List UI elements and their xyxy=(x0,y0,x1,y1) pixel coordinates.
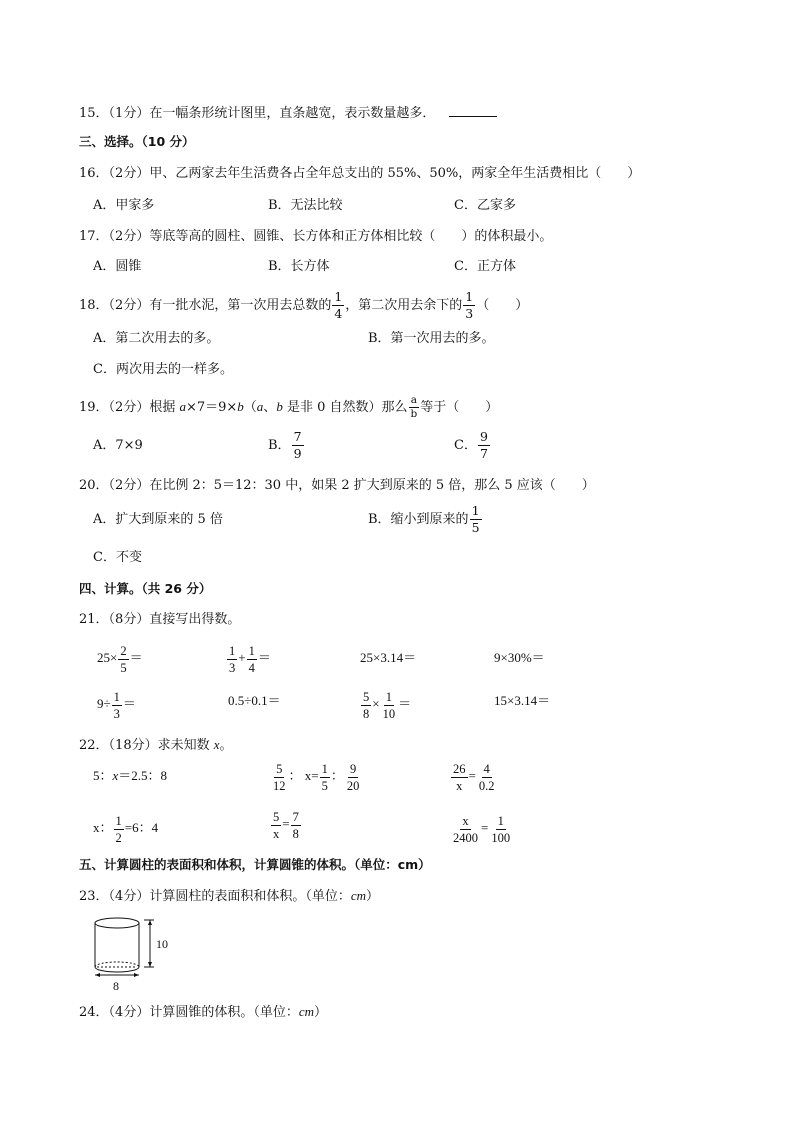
q18-option-a[interactable]: A．第二次用去的多。 xyxy=(93,331,220,346)
section-4-title: 四、计算。（共 26 分） xyxy=(79,581,212,596)
q17-option-b[interactable]: B．长方体 xyxy=(268,259,330,274)
fraction: $\frac{5}{12}$ xyxy=(273,761,286,793)
q16-option-b[interactable]: B．无法比较 xyxy=(268,198,343,213)
q18-option-c[interactable]: C．两次用去的一样多。 xyxy=(93,362,233,377)
calc-item: $\frac{5}{8}$ × $\frac{1}{10}$ ＝ xyxy=(363,689,412,721)
fraction: $\frac{1}{4}$ xyxy=(248,643,255,675)
calc-item: 0.5÷0.1＝ xyxy=(228,693,281,708)
q19-option-b[interactable]: B． $\frac{7}{9}$ xyxy=(268,429,302,461)
fraction: $\frac{9}{7}$ xyxy=(479,429,488,461)
q20-option-c[interactable]: C．不变 xyxy=(93,550,142,565)
fraction: $\frac{2}{5}$ xyxy=(120,643,127,675)
answer-blank[interactable] xyxy=(449,104,497,117)
question-18: 18．（2分）有一批水泥，第一次用去总数的 $\frac{1}{4}$ ，第二次用去余下的 $\frac{1}{3}$ （ ） xyxy=(79,289,529,321)
calc-item: 9×30%＝ xyxy=(494,650,545,665)
fraction: $\frac{a}{b}$ xyxy=(410,394,418,420)
q16-option-c[interactable]: C．乙家多 xyxy=(454,198,516,213)
section-3-title: 三、选择。（10 分） xyxy=(79,134,195,149)
question-17: 17．（2分）等底等高的圆柱、圆锥、长方体和正方体相比较（ ）的体积最小。 xyxy=(79,229,553,244)
equation: $\frac{x}{2400}$ = $\frac{1}{100}$ xyxy=(453,813,511,845)
q17-option-a[interactable]: A．圆锥 xyxy=(93,259,142,274)
fraction: $\frac{9}{20}$ xyxy=(346,761,360,793)
calc-item: 9÷ $\frac{1}{3}$ ＝ xyxy=(97,689,136,721)
calc-item: 15×3.14＝ xyxy=(494,693,551,708)
q16-option-a[interactable]: A．甲家多 xyxy=(93,198,155,213)
calc-item: 25× $\frac{2}{5}$ ＝ xyxy=(97,643,143,675)
fraction: $\frac{1}{100}$ xyxy=(491,813,511,845)
fraction: $\frac{1}{10}$ xyxy=(382,689,396,721)
fraction: $\frac{1}{2}$ xyxy=(115,813,122,845)
question-20: 20．（2分）在比例 2：5＝12：30 中，如果 2 扩大到原来的 5 倍，那么 5 应该（ ） xyxy=(79,478,595,493)
fraction: $\frac{1}{3}$ xyxy=(113,689,120,721)
fraction: $\frac{1}{3}$ xyxy=(229,643,236,675)
question-16: 16．（2分）甲、乙两家去年生活费各占全年总支出的 55%、50%，两家全年生活费相比（ ） xyxy=(79,166,641,181)
fraction: $\frac{1}{5}$ xyxy=(471,503,480,535)
section-5-title: 五、计算圆柱的表面积和体积，计算圆锥的体积。（单位：cm） xyxy=(79,857,431,872)
question-23: 23．（4分）计算圆柱的表面积和体积。（单位：cm） xyxy=(79,888,380,904)
q19-option-c[interactable]: C． $\frac{9}{7}$ xyxy=(454,429,488,461)
calc-item: $\frac{1}{3}$ + $\frac{1}{4}$ ＝ xyxy=(229,643,271,675)
fraction: $\frac{1}{4}$ xyxy=(334,289,343,321)
equation: $\frac{26}{x}$ = $\frac{4}{0.2}$ xyxy=(453,761,495,793)
fraction: $\frac{7}{8}$ xyxy=(292,809,299,841)
fraction: $\frac{7}{9}$ xyxy=(293,429,302,461)
question-19: 19．（2分）根据 a×7＝9×b（a、b 是非 0 自然数）那么 $\frac{a}{b}$ 等于（ ） xyxy=(79,394,499,420)
diameter-label: 8 xyxy=(113,979,119,993)
equation: $\frac{5}{12}$ ： x= $\frac{1}{5}$ ： $\frac{9}{20}$ xyxy=(273,761,360,793)
q20-option-b[interactable]: B．缩小到原来的 $\frac{1}{5}$ xyxy=(368,503,480,535)
equation: x： $\frac{1}{2}$ =6：4 xyxy=(93,813,159,845)
fraction: $\frac{1}{3}$ xyxy=(465,289,474,321)
equation: $\frac{5}{x}$ = $\frac{7}{8}$ xyxy=(273,809,299,841)
question-21: 21．（8分）直接写出得数。 xyxy=(79,612,241,627)
q20-option-a[interactable]: A．扩大到原来的 5 倍 xyxy=(93,512,223,527)
equation: 5：x＝2.5：8 xyxy=(93,768,168,783)
fraction: $\frac{x}{2400}$ xyxy=(453,813,478,845)
q17-option-c[interactable]: C．正方体 xyxy=(454,259,516,274)
fraction: $\frac{5}{x}$ xyxy=(273,809,280,841)
question-22: 22．（18分）求未知数 x。 xyxy=(79,737,233,753)
fraction: $\frac{5}{8}$ xyxy=(363,689,370,721)
q19-option-a[interactable]: A．7×9 xyxy=(93,438,143,453)
q18-option-b[interactable]: B．第一次用去的多。 xyxy=(368,331,495,346)
fraction: $\frac{4}{0.2}$ xyxy=(478,761,495,793)
question-24: 24．（4分）计算圆锥的体积。（单位：cm） xyxy=(79,1004,328,1020)
height-label: 10 xyxy=(156,937,168,951)
fraction: $\frac{26}{x}$ xyxy=(453,761,466,793)
question-15: 15．（1分）在一幅条形统计图里，直条越宽，表示数量越多． xyxy=(79,104,497,122)
fraction: $\frac{1}{5}$ xyxy=(321,761,328,793)
calc-item: 25×3.14＝ xyxy=(360,650,417,665)
